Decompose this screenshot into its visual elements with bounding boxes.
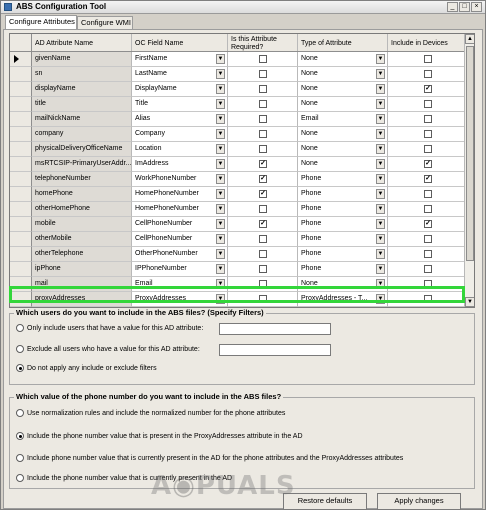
include-devices-cell: [388, 67, 466, 82]
row-header[interactable]: [10, 277, 32, 292]
include-devices-checkbox[interactable]: [424, 115, 432, 123]
attribute-type-combobox[interactable]: [298, 187, 388, 202]
ad-attribute-cell[interactable]: company: [32, 127, 132, 142]
option-label: Include the phone number value that is currently present in the AD: [27, 474, 233, 482]
app-icon: [4, 3, 12, 11]
dropdown-arrow-icon[interactable]: ▼: [217, 236, 224, 242]
oc-field-combobox[interactable]: [132, 187, 228, 202]
include-devices-checkbox[interactable]: ✓: [425, 175, 431, 182]
include-devices-checkbox[interactable]: ✓: [425, 160, 431, 167]
include-devices-cell: [388, 112, 466, 127]
attribute-type-combobox[interactable]: [298, 82, 388, 97]
apply-changes-button[interactable]: Apply changes: [377, 493, 461, 510]
ad-attribute-cell[interactable]: displayName: [32, 82, 132, 97]
include-devices-cell: [388, 217, 466, 232]
include-devices-checkbox[interactable]: [424, 250, 432, 258]
dropdown-arrow-icon[interactable]: ▼: [377, 281, 384, 287]
grid-row-ipphone[interactable]: [10, 262, 475, 277]
oc-field-value: LastName: [135, 70, 167, 77]
oc-field-value: FirstName: [135, 55, 168, 62]
include-devices-checkbox[interactable]: [424, 70, 432, 78]
required-cell: [228, 142, 298, 157]
oc-field-combobox[interactable]: [132, 52, 228, 67]
dropdown-arrow-icon[interactable]: ▼: [217, 296, 224, 302]
required-checkbox[interactable]: [259, 265, 267, 273]
include-devices-checkbox[interactable]: [424, 235, 432, 243]
attribute-type-combobox[interactable]: [298, 232, 388, 247]
required-checkbox[interactable]: [259, 55, 267, 63]
grid-row-proxyaddresses[interactable]: [10, 292, 475, 307]
option-exclude-users[interactable]: [16, 345, 200, 353]
grid-row-homephone[interactable]: [10, 187, 475, 202]
dropdown-arrow-icon[interactable]: ▼: [377, 71, 384, 77]
required-cell: [228, 277, 298, 292]
ad-attribute-cell[interactable]: sn: [32, 67, 132, 82]
include-devices-cell: [388, 247, 466, 262]
include-devices-cell: [388, 187, 466, 202]
grid-row-mailnickname[interactable]: [10, 112, 475, 127]
row-header[interactable]: [10, 82, 32, 97]
restore-defaults-button[interactable]: Restore defaults: [283, 493, 367, 510]
scroll-down-icon[interactable]: ▼: [465, 297, 475, 307]
attribute-type-value: Phone: [301, 265, 322, 272]
oc-field-combobox[interactable]: [132, 82, 228, 97]
maximize-button[interactable]: □: [459, 2, 470, 12]
oc-field-combobox[interactable]: [132, 217, 228, 232]
include-devices-cell: [388, 262, 466, 277]
option-proxyaddresses-value[interactable]: [16, 432, 303, 440]
include-devices-checkbox[interactable]: [424, 265, 432, 273]
users-filter-legend: Which users do you want to include in the ABS files? (Specify Filters): [16, 308, 264, 317]
ad-attribute-cell[interactable]: physicalDeliveryOfficeName: [32, 142, 132, 157]
oc-field-value: CellPhoneNumber: [135, 235, 193, 242]
row-header[interactable]: [10, 292, 32, 307]
oc-field-combobox[interactable]: [132, 127, 228, 142]
oc-field-value: ProxyAddresses: [135, 295, 186, 302]
column-header-oc-field[interactable]: OC Field Name: [132, 34, 228, 51]
option-label: Only include users that have a value for this AD attribute:: [27, 324, 204, 332]
exclude-attribute-input[interactable]: [219, 344, 331, 356]
required-cell: [228, 112, 298, 127]
tab-configure-wmi[interactable]: Configure WMI: [77, 16, 133, 29]
oc-field-value: HomePhoneNumber: [135, 190, 199, 197]
users-filter-group: [9, 308, 475, 385]
oc-field-combobox[interactable]: [132, 202, 228, 217]
row-header[interactable]: [10, 172, 32, 187]
required-checkbox[interactable]: [259, 280, 267, 288]
attribute-type-combobox[interactable]: [298, 67, 388, 82]
radio-icon[interactable]: [16, 474, 24, 482]
row-header[interactable]: [10, 67, 32, 82]
grid-header: [10, 34, 475, 52]
dropdown-arrow-icon[interactable]: ▼: [377, 206, 384, 212]
oc-field-combobox[interactable]: [132, 277, 228, 292]
attribute-type-value: None: [301, 100, 318, 107]
required-cell: [228, 247, 298, 262]
phone-value-legend: Which value of the phone number do you want to include in the ABS files?: [16, 392, 282, 401]
dropdown-arrow-icon[interactable]: ▼: [217, 116, 224, 122]
tab-configure-attributes[interactable]: Configure Attributes: [5, 15, 77, 29]
ad-attribute-cell[interactable]: givenName: [32, 52, 132, 67]
include-attribute-input[interactable]: [219, 323, 331, 335]
oc-field-combobox[interactable]: [132, 172, 228, 187]
attribute-type-combobox[interactable]: [298, 142, 388, 157]
required-checkbox[interactable]: [259, 235, 267, 243]
oc-field-value: Title: [135, 100, 148, 107]
radio-icon[interactable]: [16, 409, 24, 417]
option-only-include-users[interactable]: [16, 324, 203, 332]
required-cell: [228, 52, 298, 67]
include-devices-cell: [388, 157, 466, 172]
ad-attribute-cell[interactable]: otherHomePhone: [32, 202, 132, 217]
required-checkbox[interactable]: [259, 250, 267, 258]
ad-attribute-cell[interactable]: mobile: [32, 217, 132, 232]
ad-attribute-cell[interactable]: title: [32, 97, 132, 112]
option-label: Include the phone number value that is present in the ProxyAddresses attribute in the AD: [27, 432, 303, 440]
oc-field-value: HomePhoneNumber: [135, 205, 199, 212]
option-phone-and-proxy[interactable]: [16, 454, 403, 462]
ad-attribute-cell[interactable]: otherMobile: [32, 232, 132, 247]
ad-attribute-cell[interactable]: telephoneNumber: [32, 172, 132, 187]
include-devices-checkbox[interactable]: [424, 190, 432, 198]
grid-row-givenname[interactable]: [10, 52, 475, 67]
ad-attribute-cell[interactable]: msRTCSIP-PrimaryUserAddr...: [32, 157, 132, 172]
grid-row-physicaldeliveryofficename[interactable]: [10, 142, 475, 157]
required-checkbox[interactable]: [259, 85, 267, 93]
include-devices-cell: [388, 142, 466, 157]
include-devices-cell: [388, 232, 466, 247]
include-devices-cell: [388, 292, 466, 307]
scroll-up-icon[interactable]: ▲: [465, 34, 475, 44]
grid-row-sn[interactable]: [10, 67, 475, 82]
grid-row-telephonenumber[interactable]: [10, 172, 475, 187]
required-checkbox[interactable]: [259, 130, 267, 138]
oc-field-value: Alias: [135, 115, 151, 122]
required-checkbox[interactable]: [259, 145, 267, 153]
ad-attribute-cell[interactable]: mailNickName: [32, 112, 132, 127]
current-row-arrow-icon: [14, 55, 19, 63]
oc-field-combobox[interactable]: [132, 292, 228, 307]
required-cell: [228, 217, 298, 232]
column-header-include-devices[interactable]: Include in Devices: [388, 34, 466, 51]
grid-row-otherhomephone[interactable]: [10, 202, 475, 217]
oc-field-value: CellPhoneNumber: [135, 220, 193, 227]
row-header[interactable]: [10, 112, 32, 127]
attribute-type-combobox[interactable]: [298, 52, 388, 67]
option-label: Exclude all users who have a value for this AD attribute:: [27, 345, 200, 353]
oc-field-value: Company: [135, 130, 165, 137]
attribute-type-combobox[interactable]: [298, 127, 388, 142]
dropdown-arrow-icon[interactable]: ▼: [377, 296, 384, 302]
dropdown-arrow-icon[interactable]: ▼: [377, 221, 384, 227]
radio-icon[interactable]: [16, 454, 24, 462]
attribute-type-value: None: [301, 160, 318, 167]
option-label: Use normalization rules and include the normalized number for the phone attributes: [27, 409, 286, 417]
include-devices-checkbox[interactable]: [424, 55, 432, 63]
oc-field-combobox[interactable]: [132, 232, 228, 247]
window-title: ABS Configuration Tool: [16, 2, 107, 11]
oc-field-combobox[interactable]: [132, 157, 228, 172]
required-checkbox[interactable]: ✓: [260, 160, 266, 167]
dropdown-arrow-icon[interactable]: ▼: [377, 116, 384, 122]
attribute-type-value: Email: [301, 115, 319, 122]
radio-selected-icon[interactable]: [16, 364, 24, 372]
radio-icon[interactable]: [16, 324, 24, 332]
row-header[interactable]: [10, 52, 32, 67]
dropdown-arrow-icon[interactable]: ▼: [217, 131, 224, 137]
dropdown-arrow-icon[interactable]: ▼: [377, 191, 384, 197]
attributes-grid: [9, 33, 475, 308]
include-devices-cell: [388, 277, 466, 292]
column-header-ad-attribute[interactable]: AD Attribute Name: [32, 34, 132, 51]
oc-field-combobox[interactable]: [132, 247, 228, 262]
option-label: Include phone number value that is currently present in the AD for the phone attributes and the ProxyAddresses attributes: [27, 454, 404, 462]
grid-row-othertelephone[interactable]: [10, 247, 475, 262]
ad-attribute-cell[interactable]: ipPhone: [32, 262, 132, 277]
oc-field-combobox[interactable]: [132, 67, 228, 82]
attribute-type-combobox[interactable]: [298, 202, 388, 217]
dropdown-arrow-icon[interactable]: ▼: [377, 131, 384, 137]
include-devices-cell: [388, 82, 466, 97]
row-header[interactable]: [10, 247, 32, 262]
required-checkbox[interactable]: [259, 115, 267, 123]
include-devices-checkbox[interactable]: ✓: [425, 220, 431, 227]
required-cell: [228, 202, 298, 217]
option-normalization-rules[interactable]: [16, 409, 285, 417]
attribute-type-combobox[interactable]: [298, 217, 388, 232]
dropdown-arrow-icon[interactable]: ▼: [217, 161, 224, 167]
oc-field-value: DisplayName: [135, 85, 177, 92]
dropdown-arrow-icon[interactable]: ▼: [217, 251, 224, 257]
include-devices-cell: [388, 97, 466, 112]
row-header[interactable]: [10, 142, 32, 157]
attribute-type-value: None: [301, 70, 318, 77]
required-cell: [228, 262, 298, 277]
column-header-required[interactable]: Is this Attribute Required?: [228, 34, 298, 51]
required-checkbox[interactable]: [259, 70, 267, 78]
scroll-thumb[interactable]: [466, 46, 474, 261]
dropdown-arrow-icon[interactable]: ▼: [377, 251, 384, 257]
ad-attribute-cell[interactable]: proxyAddresses: [32, 292, 132, 307]
attribute-type-combobox[interactable]: [298, 247, 388, 262]
oc-field-value: ImAddress: [135, 160, 169, 167]
oc-field-value: Location: [135, 145, 162, 152]
include-devices-cell: [388, 172, 466, 187]
attribute-type-combobox[interactable]: [298, 277, 388, 292]
grid-row-othermobile[interactable]: [10, 232, 475, 247]
required-cell: [228, 292, 298, 307]
attribute-type-value: None: [301, 55, 318, 62]
minimize-button[interactable]: _: [447, 2, 458, 12]
close-button[interactable]: ×: [471, 2, 482, 12]
include-devices-cell: [388, 202, 466, 217]
dropdown-arrow-icon[interactable]: ▼: [217, 221, 224, 227]
dropdown-arrow-icon[interactable]: ▼: [377, 161, 384, 167]
ad-attribute-cell[interactable]: otherTelephone: [32, 247, 132, 262]
attribute-type-combobox[interactable]: [298, 262, 388, 277]
attribute-type-value: None: [301, 85, 318, 92]
dropdown-arrow-icon[interactable]: ▼: [217, 86, 224, 92]
include-devices-cell: [388, 127, 466, 142]
attribute-type-value: Phone: [301, 205, 322, 212]
required-cell: [228, 172, 298, 187]
dropdown-arrow-icon[interactable]: ▼: [377, 56, 384, 62]
oc-field-value: Email: [135, 280, 153, 287]
dropdown-arrow-icon[interactable]: ▼: [217, 206, 224, 212]
row-header[interactable]: [10, 217, 32, 232]
required-checkbox[interactable]: ✓: [260, 175, 266, 182]
required-cell: [228, 127, 298, 142]
attribute-type-combobox[interactable]: [298, 292, 388, 307]
attribute-type-value: Phone: [301, 175, 322, 182]
oc-field-combobox[interactable]: [132, 97, 228, 112]
ad-attribute-cell[interactable]: mail: [32, 277, 132, 292]
grid-row-displayname[interactable]: [10, 82, 475, 97]
attribute-type-value: None: [301, 130, 318, 137]
row-header[interactable]: [10, 157, 32, 172]
row-header[interactable]: [10, 187, 32, 202]
title-bar: [1, 1, 485, 14]
attribute-type-value: ProxyAddresses - T...: [301, 295, 368, 302]
row-header-corner: [10, 34, 32, 51]
dropdown-arrow-icon[interactable]: ▼: [217, 101, 224, 107]
required-checkbox[interactable]: [259, 205, 267, 213]
include-devices-checkbox[interactable]: [424, 145, 432, 153]
attribute-type-combobox[interactable]: [298, 97, 388, 112]
required-cell: [228, 187, 298, 202]
dropdown-arrow-icon[interactable]: ▼: [217, 266, 224, 272]
attribute-type-value: Phone: [301, 235, 322, 242]
include-devices-checkbox[interactable]: [424, 280, 432, 288]
required-cell: [228, 82, 298, 97]
row-header[interactable]: [10, 127, 32, 142]
include-devices-checkbox[interactable]: ✓: [425, 85, 431, 92]
oc-field-combobox[interactable]: [132, 262, 228, 277]
dropdown-arrow-icon[interactable]: ▼: [377, 266, 384, 272]
include-devices-checkbox[interactable]: [424, 205, 432, 213]
required-checkbox[interactable]: [259, 100, 267, 108]
attribute-type-value: None: [301, 280, 318, 287]
attribute-type-combobox[interactable]: [298, 172, 388, 187]
row-header[interactable]: [10, 202, 32, 217]
attribute-type-value: Phone: [301, 220, 322, 227]
row-header[interactable]: [10, 97, 32, 112]
radio-icon[interactable]: [16, 345, 24, 353]
grid-row-company[interactable]: [10, 127, 475, 142]
option-label: Do not apply any include or exclude filters: [27, 364, 157, 372]
include-devices-cell: [388, 52, 466, 67]
grid-row-msrtcsip-primaryuseraddr[interactable]: [10, 157, 475, 172]
oc-field-value: OtherPhoneNumber: [135, 250, 198, 257]
grid-row-mail[interactable]: [10, 277, 475, 292]
attribute-type-combobox[interactable]: [298, 112, 388, 127]
required-checkbox[interactable]: ✓: [260, 190, 266, 197]
required-cell: [228, 67, 298, 82]
grid-row-title[interactable]: [10, 97, 475, 112]
dropdown-arrow-icon[interactable]: ▼: [217, 281, 224, 287]
column-header-type[interactable]: Type of Attribute: [298, 34, 388, 51]
dropdown-arrow-icon[interactable]: ▼: [217, 191, 224, 197]
dropdown-arrow-icon[interactable]: ▼: [377, 101, 384, 107]
dropdown-arrow-icon[interactable]: ▼: [377, 146, 384, 152]
required-cell: [228, 232, 298, 247]
attribute-type-value: Phone: [301, 250, 322, 257]
attribute-type-combobox[interactable]: [298, 157, 388, 172]
oc-field-combobox[interactable]: [132, 142, 228, 157]
radio-selected-icon[interactable]: [16, 432, 24, 440]
required-checkbox[interactable]: [259, 295, 267, 303]
dropdown-arrow-icon[interactable]: ▼: [377, 86, 384, 92]
oc-field-value: IPPhoneNumber: [135, 265, 187, 272]
oc-field-value: WorkPhoneNumber: [135, 175, 197, 182]
required-cell: [228, 97, 298, 112]
dropdown-arrow-icon[interactable]: ▼: [217, 176, 224, 182]
dropdown-arrow-icon[interactable]: ▼: [377, 236, 384, 242]
option-no-filters[interactable]: [16, 364, 157, 372]
oc-field-combobox[interactable]: [132, 112, 228, 127]
attribute-type-value: None: [301, 145, 318, 152]
row-header[interactable]: [10, 262, 32, 277]
dropdown-arrow-icon[interactable]: ▼: [217, 56, 224, 62]
grid-row-mobile[interactable]: [10, 217, 475, 232]
include-devices-checkbox[interactable]: [424, 100, 432, 108]
ad-attribute-cell[interactable]: homePhone: [32, 187, 132, 202]
appuals-watermark: A◉PUALS: [151, 471, 296, 501]
dropdown-arrow-icon[interactable]: ▼: [377, 176, 384, 182]
required-cell: [228, 157, 298, 172]
include-devices-checkbox[interactable]: [424, 130, 432, 138]
row-header[interactable]: [10, 232, 32, 247]
include-devices-checkbox[interactable]: [424, 295, 432, 303]
dropdown-arrow-icon[interactable]: ▼: [217, 71, 224, 77]
dropdown-arrow-icon[interactable]: ▼: [217, 146, 224, 152]
attribute-type-value: Phone: [301, 190, 322, 197]
required-checkbox[interactable]: ✓: [260, 220, 266, 227]
grid-vertical-scrollbar[interactable]: [464, 34, 474, 308]
